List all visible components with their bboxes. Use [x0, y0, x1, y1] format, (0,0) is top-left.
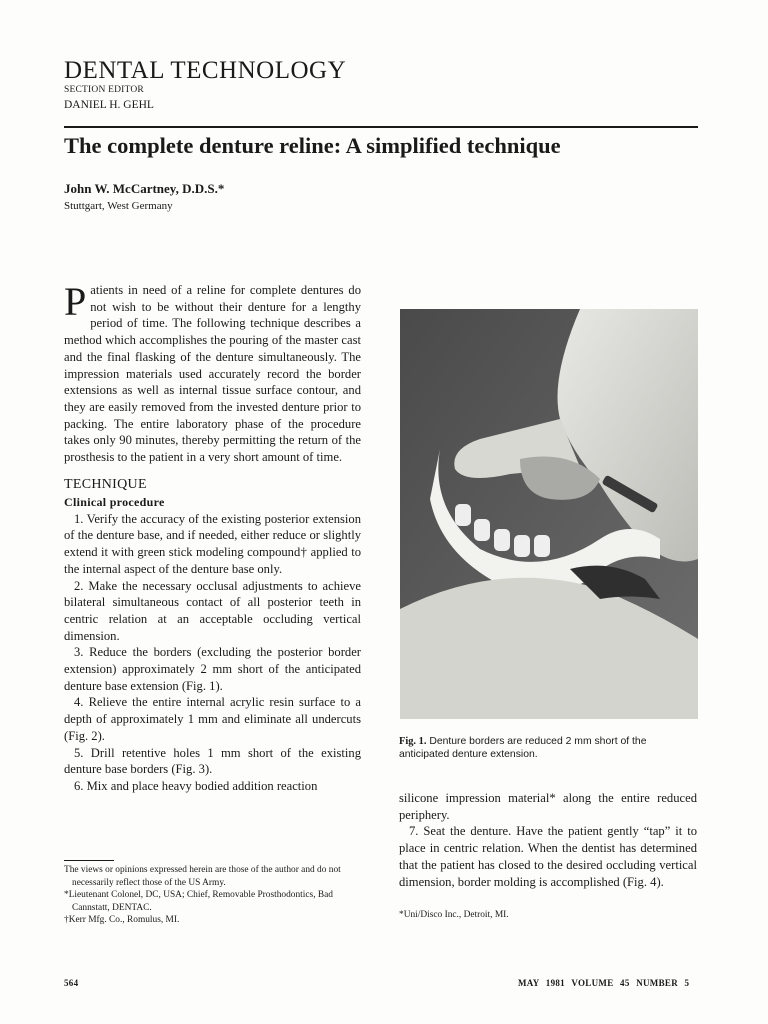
figure-1-caption-text: Denture borders are reduced 2 mm short of the anticipated denture extension.	[399, 736, 647, 760]
header-rule	[64, 126, 698, 128]
footnote-kerr: †Kerr Mfg. Co., Romulus, MI.	[64, 915, 180, 926]
step-1: 1. Verify the accuracy of the existing posterior extension of the denture base, and if needed, either reduce or slightly extend it with green stick modeling compound† applied to the internal aspect of the denture base only.	[64, 511, 361, 576]
intro-text: atients in need of a reline for complete dentures do not wish to be without their denture for a lengthy period of time. The following technique describes a method which accomplishes the pouring of the master cast and the final flasking of the denture simultaneously. The impression materials used accurately record the border extensions as well as internal tissue surface contour, and they are easily removed from the invested denture prior to packing. The entire laboratory phase of the procedure takes only 90 minutes, thereby permitting the return of the prosthesis to the patient in a very short amount of time.	[64, 283, 361, 465]
section-editor-name: DANIEL H. GEHL	[64, 99, 154, 111]
step-2: 2. Make the necessary occlusal adjustments to achieve bilateral simultaneous contact of all posterior teeth in centric relation at an acceptable occluding vertical dimension.	[64, 578, 361, 643]
footnotes	[64, 864, 364, 927]
section-editor-label: SECTION EDITOR	[64, 85, 144, 95]
step-5: 5. Drill retentive holes 1 mm short of the existing denture base borders (Fig. 3).	[64, 745, 361, 777]
step-6: 6. Mix and place heavy bodied addition reaction	[74, 778, 318, 793]
denture-photo-illustration	[400, 309, 698, 719]
clinical-procedure-heading: Clinical procedure	[64, 494, 165, 509]
left-column	[64, 279, 361, 795]
article-title: The complete denture reline: A simplified technique	[64, 133, 561, 158]
step-4: 4. Relieve the entire internal acrylic resin surface to a depth of approximately 1 mm and eliminate all undercuts (Fig. 2).	[64, 695, 361, 743]
continuation-text: silicone impression material* along the entire reduced periphery.	[399, 791, 697, 822]
section-title: DENTAL TECHNOLOGY	[64, 57, 347, 84]
page-number: 564	[64, 978, 79, 988]
footnote-unidisco: *Uni/Disco Inc., Detroit, MI.	[399, 910, 509, 920]
step-3: 3. Reduce the borders (excluding the posterior border extension) approximately 2 mm short of the anticipated denture base extension (Fig. 1).	[64, 645, 361, 693]
footnote-author: *Lieutenant Colonel, DC, USA; Chief, Removable Prosthodontics, Bad Cannstatt, DENTAC.	[64, 890, 333, 913]
right-column	[399, 790, 697, 890]
intro-paragraph	[64, 279, 361, 466]
footnote-disclaimer: The views or opinions expressed herein are those of the author and do not necessarily reflect those of the US Army.	[64, 865, 341, 888]
issue-info: MAY 1981 VOLUME 45 NUMBER 5	[518, 978, 690, 988]
figure-1-photo	[400, 309, 698, 719]
drop-cap: P	[64, 279, 87, 324]
step-7: 7. Seat the denture. Have the patient gently “tap” it to place in centric relation. When the dentist has determined that the patient has closed to the desired occluding vertical dimension, border molding is accomplished (Fig. 4).	[399, 824, 697, 889]
footnote-rule	[64, 860, 114, 861]
article-author: John W. McCartney, D.D.S.*	[64, 181, 225, 196]
technique-heading: TECHNIQUE	[64, 476, 147, 492]
figure-1-label: Fig. 1.	[399, 736, 427, 747]
figure-1-caption	[399, 735, 697, 761]
author-affiliation: Stuttgart, West Germany	[64, 200, 173, 212]
